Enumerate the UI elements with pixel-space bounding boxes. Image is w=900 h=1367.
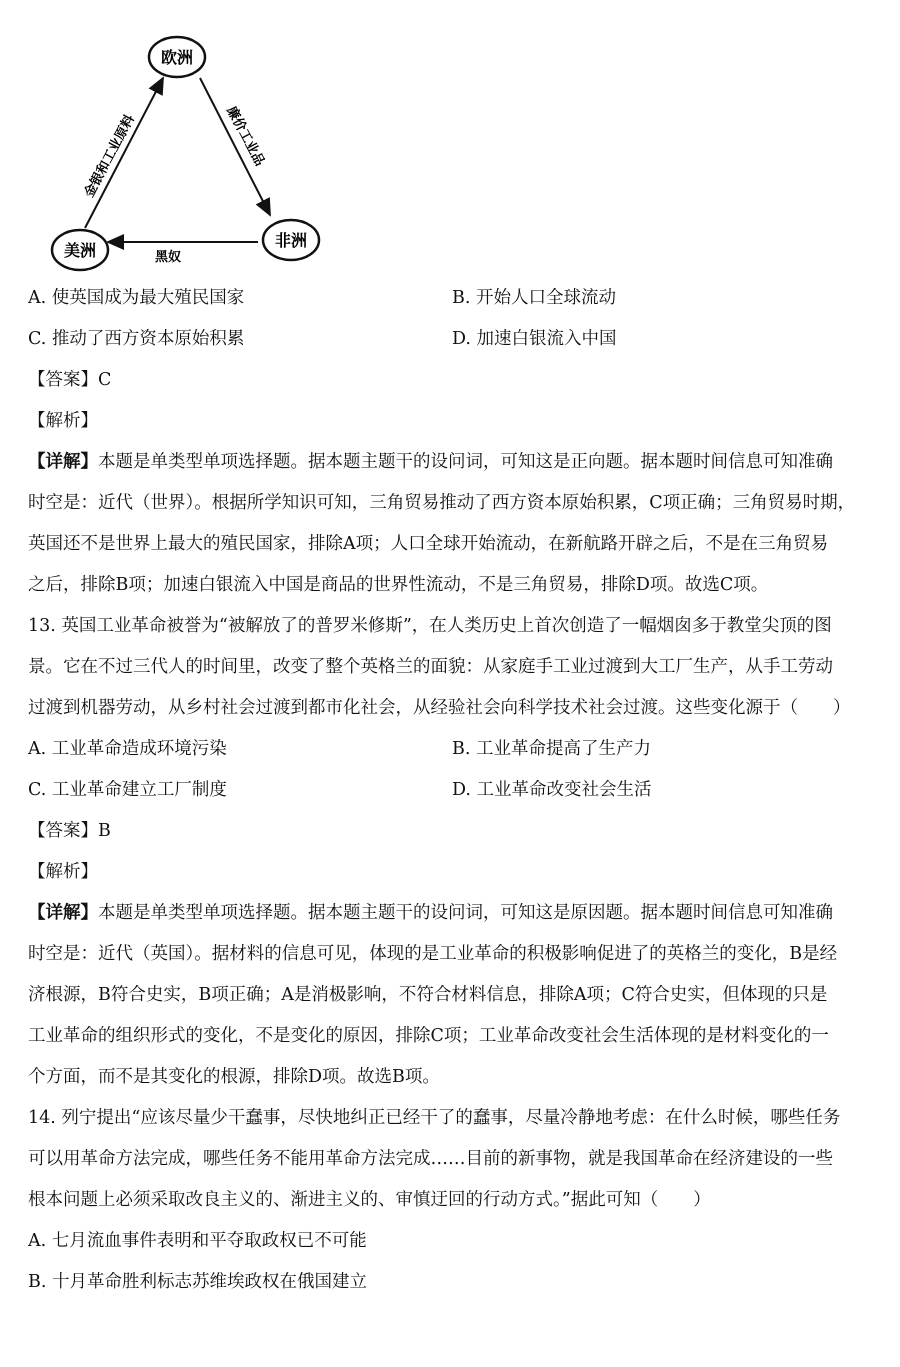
q12-option-a: A. 使英国成为最大殖民国家 bbox=[28, 288, 245, 308]
node-america-label: 美洲 bbox=[63, 241, 97, 260]
edge-label-cheap-goods: 廉价工业品 bbox=[223, 104, 267, 169]
q14-option-a: A. 七月流血事件表明和平夺取政权已不可能 bbox=[28, 1231, 367, 1251]
q13-stem-line-3: 过渡到机器劳动，从乡村社会过渡到都市化社会，从经验社会向科学技术社会过渡。这些变化源于（ ） bbox=[28, 698, 851, 718]
edge-label-gold-silver: 金银和工业原料 bbox=[81, 112, 138, 201]
q13-detail-line-2: 时空是：近代（英国）。据材料的信息可见，体现的是工业革命的积极影响促进了的英格兰的变化，B是经 bbox=[28, 944, 838, 964]
q13-detail-line-3: 济根源，B符合史实，B项正确；A是消极影响，不符合材料信息，排除A项；C符合史实，但体现的只是 bbox=[28, 985, 828, 1005]
q13-stem-line-2: 景。它在不过三代人的时间里，改变了整个英格兰的面貌：从家庭手工业过渡到大工厂生产，从手工劳动 bbox=[28, 657, 833, 677]
q14-option-b: B. 十月革命胜利标志苏维埃政权在俄国建立 bbox=[28, 1272, 367, 1292]
edge-label-slaves: 黑奴 bbox=[154, 250, 182, 265]
q12-detail-line-1 bbox=[28, 448, 833, 473]
q13-option-c: C. 工业革命建立工厂制度 bbox=[28, 780, 227, 800]
triangle-trade-svg bbox=[30, 20, 350, 280]
q13-detail-line-1 bbox=[28, 899, 833, 924]
edge-america-europe bbox=[85, 78, 163, 228]
q12-detail-line-4: 之后，排除B项；加速白银流入中国是商品的世界性流动，不是三角贸易，排除D项。故选C项。 bbox=[28, 575, 769, 595]
q13-stem-line-1: 13. 英国工业革命被誉为“被解放了的普罗米修斯”，在人类历史上首次创造了一幅烟囱多于教堂尖顶的图 bbox=[28, 616, 832, 636]
q13-answer: 【答案】B bbox=[28, 821, 111, 841]
q12-detail-text-1: 本题是单类型单项选择题。据本题主题干的设问词，可知这是正向题。据本题时间信息可知准确 bbox=[98, 452, 833, 472]
node-europe-label: 欧洲 bbox=[160, 48, 194, 67]
q12-detail-label: 【详解】 bbox=[28, 452, 98, 472]
q12-option-d: D. 加速白银流入中国 bbox=[452, 329, 617, 349]
q13-detail-line-5: 个方面，而不是其变化的根源，排除D项。故选B项。 bbox=[28, 1067, 440, 1087]
q14-stem-line-1: 14. 列宁提出“应该尽量少干蠢事，尽快地纠正已经干了的蠢事，尽量冷静地考虑：在什么时候，哪些任务 bbox=[28, 1108, 841, 1128]
q12-detail-line-3: 英国还不是世界上最大的殖民国家，排除A项；人口全球开始流动，在新航路开辟之后，不是在三角贸易 bbox=[28, 534, 829, 554]
q13-option-d: D. 工业革命改变社会生活 bbox=[452, 780, 652, 800]
node-africa-label: 非洲 bbox=[274, 231, 308, 250]
q12-option-c: C. 推动了西方资本原始积累 bbox=[28, 329, 245, 349]
q14-stem-line-3: 根本问题上必须采取改良主义的、渐进主义的、审慎迂回的行动方式。”据此可知（ ） bbox=[28, 1190, 711, 1210]
q13-analysis-label: 【解析】 bbox=[28, 862, 98, 882]
q12-analysis-label: 【解析】 bbox=[28, 411, 98, 431]
q13-detail-text-1: 本题是单类型单项选择题。据本题主题干的设问词，可知这是原因题。据本题时间信息可知准确 bbox=[98, 903, 833, 923]
q12-answer: 【答案】C bbox=[28, 370, 112, 390]
q12-detail-line-2: 时空是：近代（世界）。根据所学知识可知，三角贸易推动了西方资本原始积累，C项正确；三角贸易时期， bbox=[28, 493, 856, 513]
q13-detail-label: 【详解】 bbox=[28, 903, 98, 923]
q14-stem-line-2: 可以用革命方法完成，哪些任务不能用革命方法完成……目前的新事物，就是我国革命在经济建设的一些 bbox=[28, 1149, 833, 1169]
q13-detail-line-4: 工业革命的组织形式的变化，不是变化的原因，排除C项；工业革命改变社会生活体现的是材料变化的一 bbox=[28, 1026, 829, 1046]
q13-option-b: B. 工业革命提高了生产力 bbox=[452, 739, 651, 759]
triangle-trade-diagram bbox=[30, 20, 350, 280]
q13-option-a: A. 工业革命造成环境污染 bbox=[28, 739, 227, 759]
q12-option-b: B. 开始人口全球流动 bbox=[452, 288, 616, 308]
